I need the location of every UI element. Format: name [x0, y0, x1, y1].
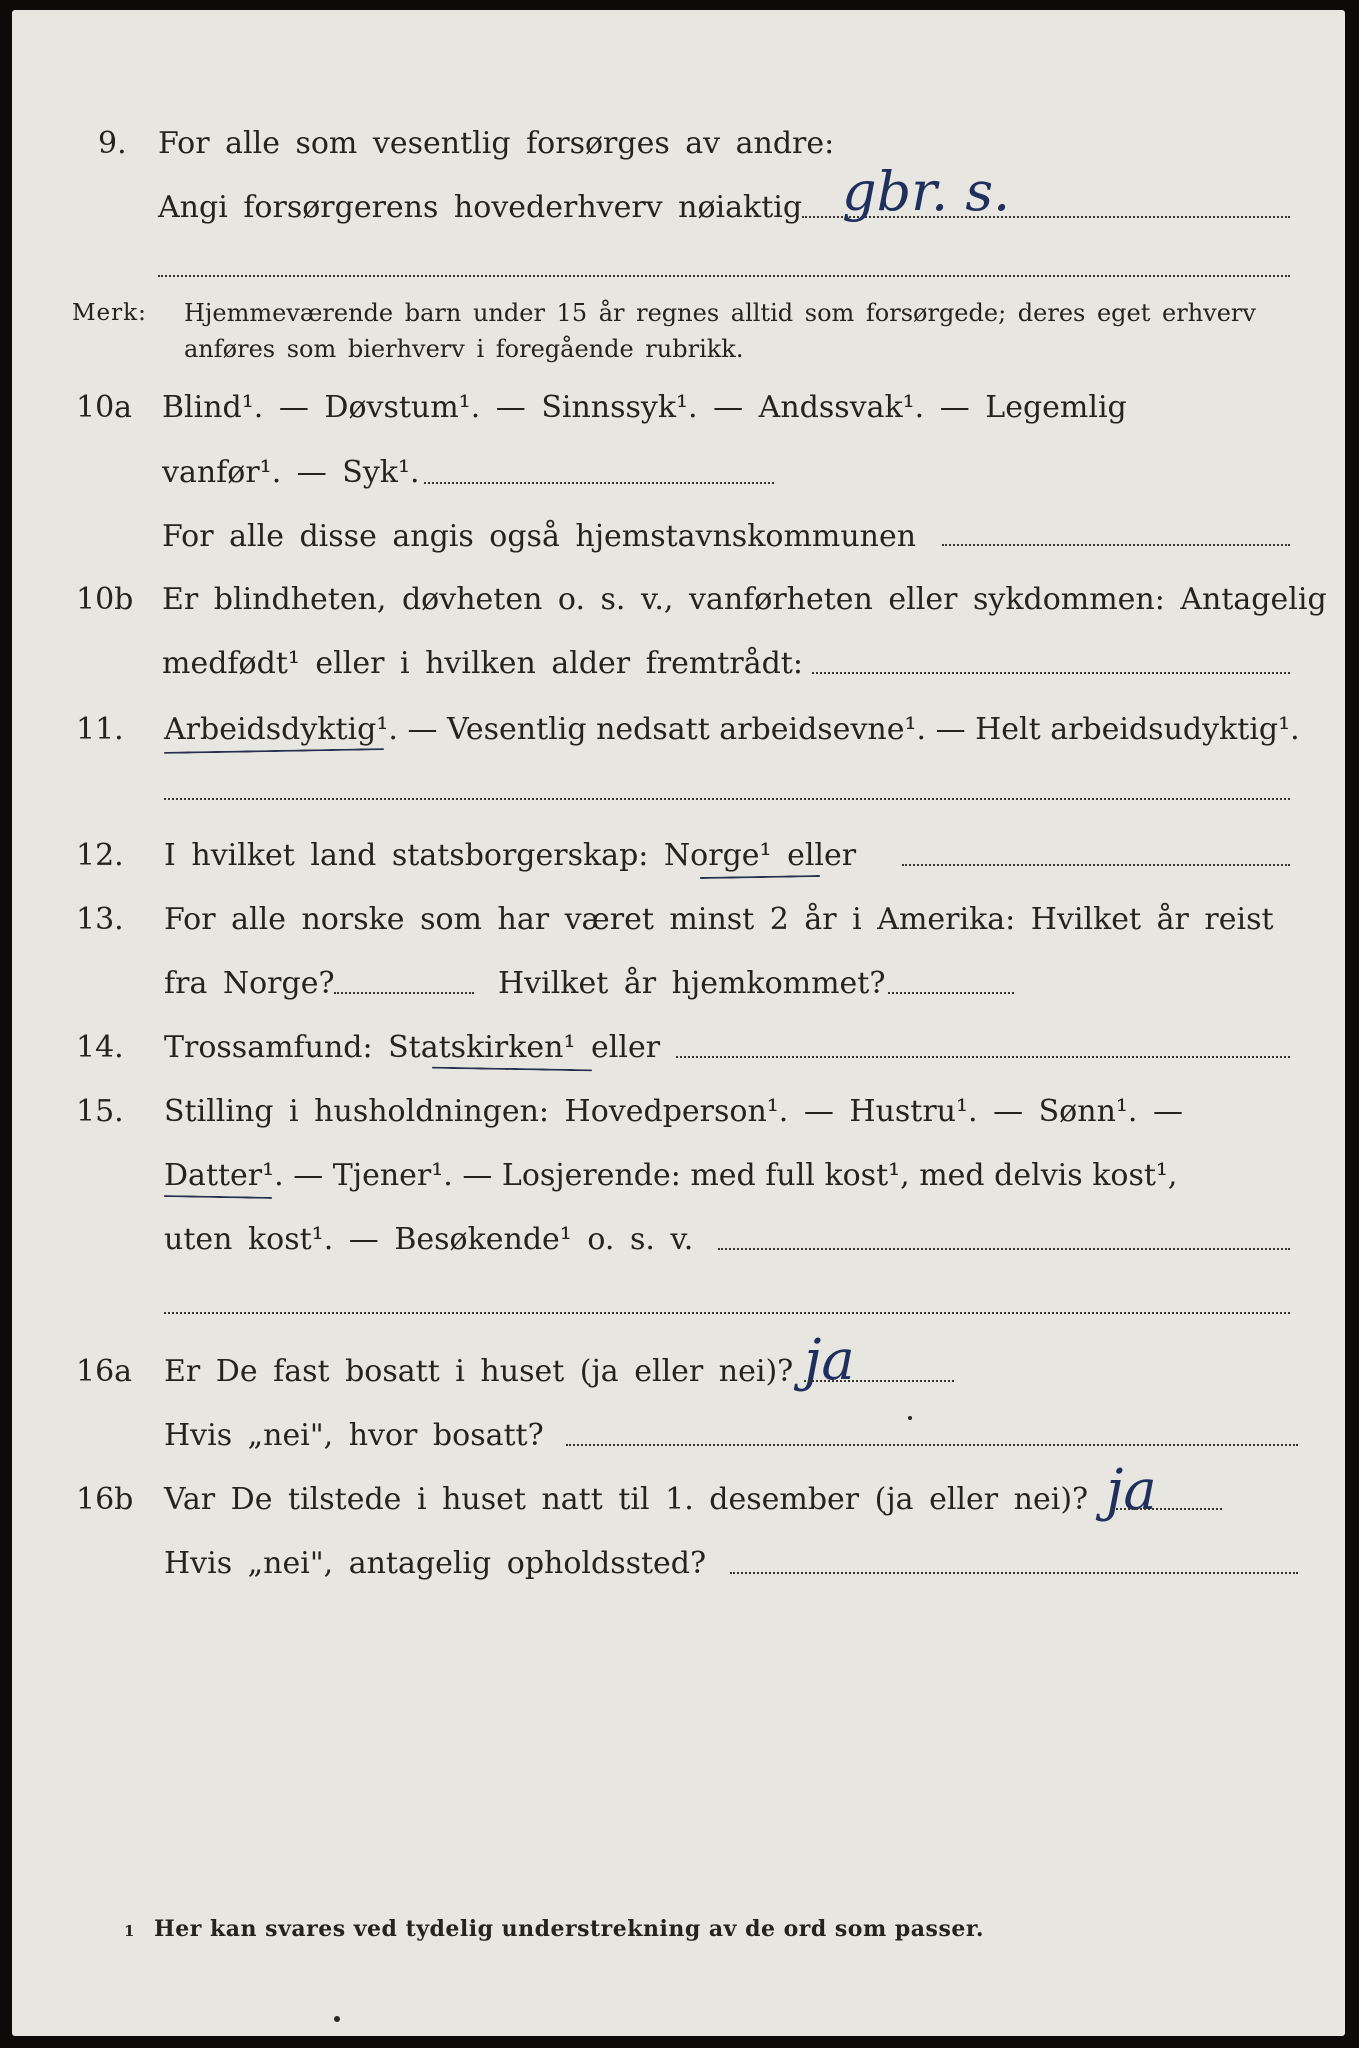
q9-number: 9. — [98, 126, 127, 161]
q12-land-line — [902, 864, 1290, 866]
q16b-line2: Hvis „nei", antagelig opholdssted? — [164, 1546, 707, 1581]
q14-trossamfund-line — [676, 1056, 1290, 1058]
footnote-mark: 1 — [124, 1922, 135, 1940]
q16a-bosatt-line — [566, 1444, 1298, 1446]
merk-label: Merk: — [72, 300, 147, 326]
q9-handwritten-answer: gbr. s. — [842, 160, 1011, 223]
q12-number: 12. — [76, 838, 124, 873]
q10a-syk-line — [424, 482, 774, 484]
q10b-line1: Er blindheten, døvheten o. s. v., vanførheten eller sykdommen: Antagelig — [162, 582, 1327, 617]
q10a-kommune-line — [942, 544, 1290, 546]
q11-line1: Arbeidsdyktig¹. — Vesentlig nedsatt arbeidsevne¹. — Helt arbeidsudyktig¹. — [164, 712, 1300, 747]
q9-extra-line — [158, 275, 1290, 277]
q16a-answer-line — [804, 1380, 954, 1382]
q13-reist-line — [334, 992, 474, 994]
merk-line1: Hjemmeværende barn under 15 år regnes alltid som forsørgede; deres eget erhverv — [184, 299, 1256, 327]
q10a-line1: Blind¹. — Døvstum¹. — Sinnssyk¹. — Andssvak¹. — Legemlig — [162, 390, 1127, 425]
paper-speck — [334, 2016, 340, 2022]
q15-line2: Datter¹. — Tjener¹. — Losjerende: med full kost¹, med delvis kost¹, — [164, 1158, 1178, 1193]
q10b-number: 10b — [76, 582, 134, 617]
q10b-alder-line — [812, 672, 1290, 674]
q10a-number: 10a — [76, 390, 133, 425]
q16b-handwritten-answer: ja — [1106, 1458, 1157, 1523]
q13-hjemkommet-line — [888, 992, 1014, 994]
q16a-line1: Er De fast bosatt i huset (ja eller nei)? — [164, 1354, 794, 1389]
q15-line3: uten kost¹. — Besøkende¹ o. s. v. — [164, 1222, 694, 1257]
q10a-line3: For alle disse angis også hjemstavnskommunen — [162, 519, 917, 554]
q9-line2: Angi forsørgerens hovederhverv nøiaktig — [158, 190, 803, 225]
footnote-text: Her kan svares ved tydelig understrekning av de ord som passer. — [154, 1916, 985, 1942]
q16b-opholdssted-line — [730, 1572, 1298, 1574]
q10b-line2: medfødt¹ eller i hvilken alder fremtrådt: — [162, 646, 803, 681]
q11-number: 11. — [76, 712, 124, 747]
q15-line1: Stilling i husholdningen: Hovedperson¹. — Hustru¹. — Sønn¹. — — [164, 1094, 1183, 1129]
q14-line1: Trossamfund: Statskirken¹ eller — [164, 1030, 661, 1065]
q11-extra-line — [164, 798, 1290, 800]
q16b-answer-line — [1112, 1508, 1222, 1510]
q16b-number: 16b — [76, 1482, 134, 1517]
census-form-page — [12, 10, 1345, 2036]
q14-number: 14. — [76, 1030, 124, 1065]
q16a-number: 16a — [76, 1354, 133, 1389]
q9-line1: For alle som vesentlig forsørges av andre: — [158, 126, 835, 161]
q15-extra-line — [164, 1312, 1290, 1314]
q13-number: 13. — [76, 902, 124, 937]
q15-osv-line — [718, 1248, 1290, 1250]
q16a-handwritten-answer: ja — [804, 1328, 855, 1393]
q13-line2a: fra Norge? — [164, 966, 335, 1001]
q13-line1: For alle norske som har været minst 2 år i Amerika: Hvilket år reist — [164, 902, 1274, 937]
q15-number: 15. — [76, 1094, 124, 1129]
paper-speck — [908, 1416, 912, 1420]
q13-line2b: Hvilket år hjemkommet? — [498, 966, 886, 1001]
q10a-line2: vanfør¹. — Syk¹. — [162, 455, 420, 490]
merk-line2: anføres som bierhverv i foregående rubrikk. — [184, 335, 744, 363]
q12-line1: I hvilket land statsborgerskap: Norge¹ eller — [164, 838, 857, 873]
q16a-line2: Hvis „nei", hvor bosatt? — [164, 1418, 544, 1453]
q16b-line1: Var De tilstede i huset natt til 1. desember (ja eller nei)? — [164, 1482, 1089, 1517]
